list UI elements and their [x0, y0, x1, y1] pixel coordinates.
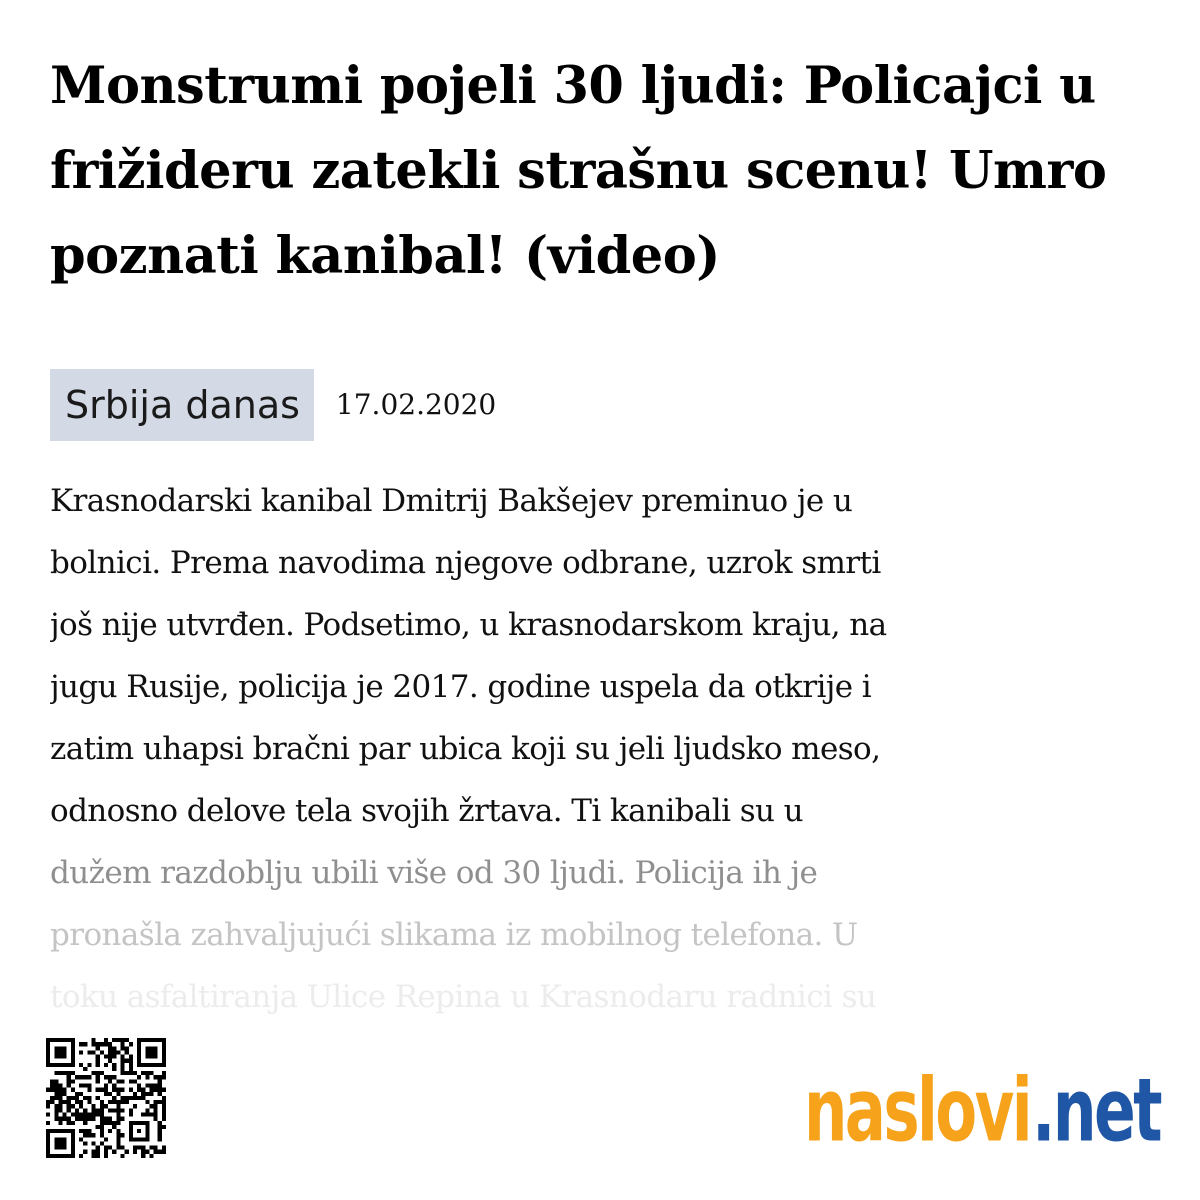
article-body-line: Krasnodarski kanibal Dmitrij Bakšejev preminuo je u [50, 483, 853, 519]
logo-text-naslovi: naslovi [804, 1058, 1030, 1162]
naslovi-net-logo[interactable] [800, 1058, 1170, 1168]
article-body-line: još nije utvrđen. Podsetimo, u krasnodarskom kraju, na [50, 607, 887, 643]
article-body-line: odnosno delove tela svojih žrtava. Ti kanibali su u [50, 793, 803, 829]
logo-graphic [800, 1058, 1170, 1168]
article-body-line: toku asfaltiranja Ulice Repina u Krasnodaru radnici su [50, 979, 877, 1015]
qr-code-graphic [46, 1038, 166, 1158]
publish-date: 17.02.2020 [335, 388, 497, 421]
source-badge[interactable]: Srbija danas [50, 369, 314, 441]
article-body-line: dužem razdoblju ubili više od 30 ljudi. Policija ih je [50, 855, 818, 891]
article-body-line: bolnici. Prema navodima njegove odbrane, uzrok smrti [50, 545, 881, 581]
article-body-line: jugu Rusije, policija je 2017. godine uspela da otkrije i [50, 669, 872, 705]
article-body [50, 470, 1160, 1018]
qr-code-icon[interactable] [46, 1038, 166, 1158]
logo-text-net: .net [1032, 1058, 1162, 1162]
article-body-line: pronašla zahvaljujući slikama iz mobilnog telefona. U [50, 917, 858, 953]
article-meta [50, 369, 496, 441]
article-body-line: zatim uhapsi bračni par ubica koji su jeli ljudsko meso, [50, 731, 881, 767]
article-headline[interactable]: Monstrumi pojeli 30 ljudi: Policajci u frižideru zatekli strašnu scenu! Umro poznati kanibal! (video) [50, 56, 1107, 286]
